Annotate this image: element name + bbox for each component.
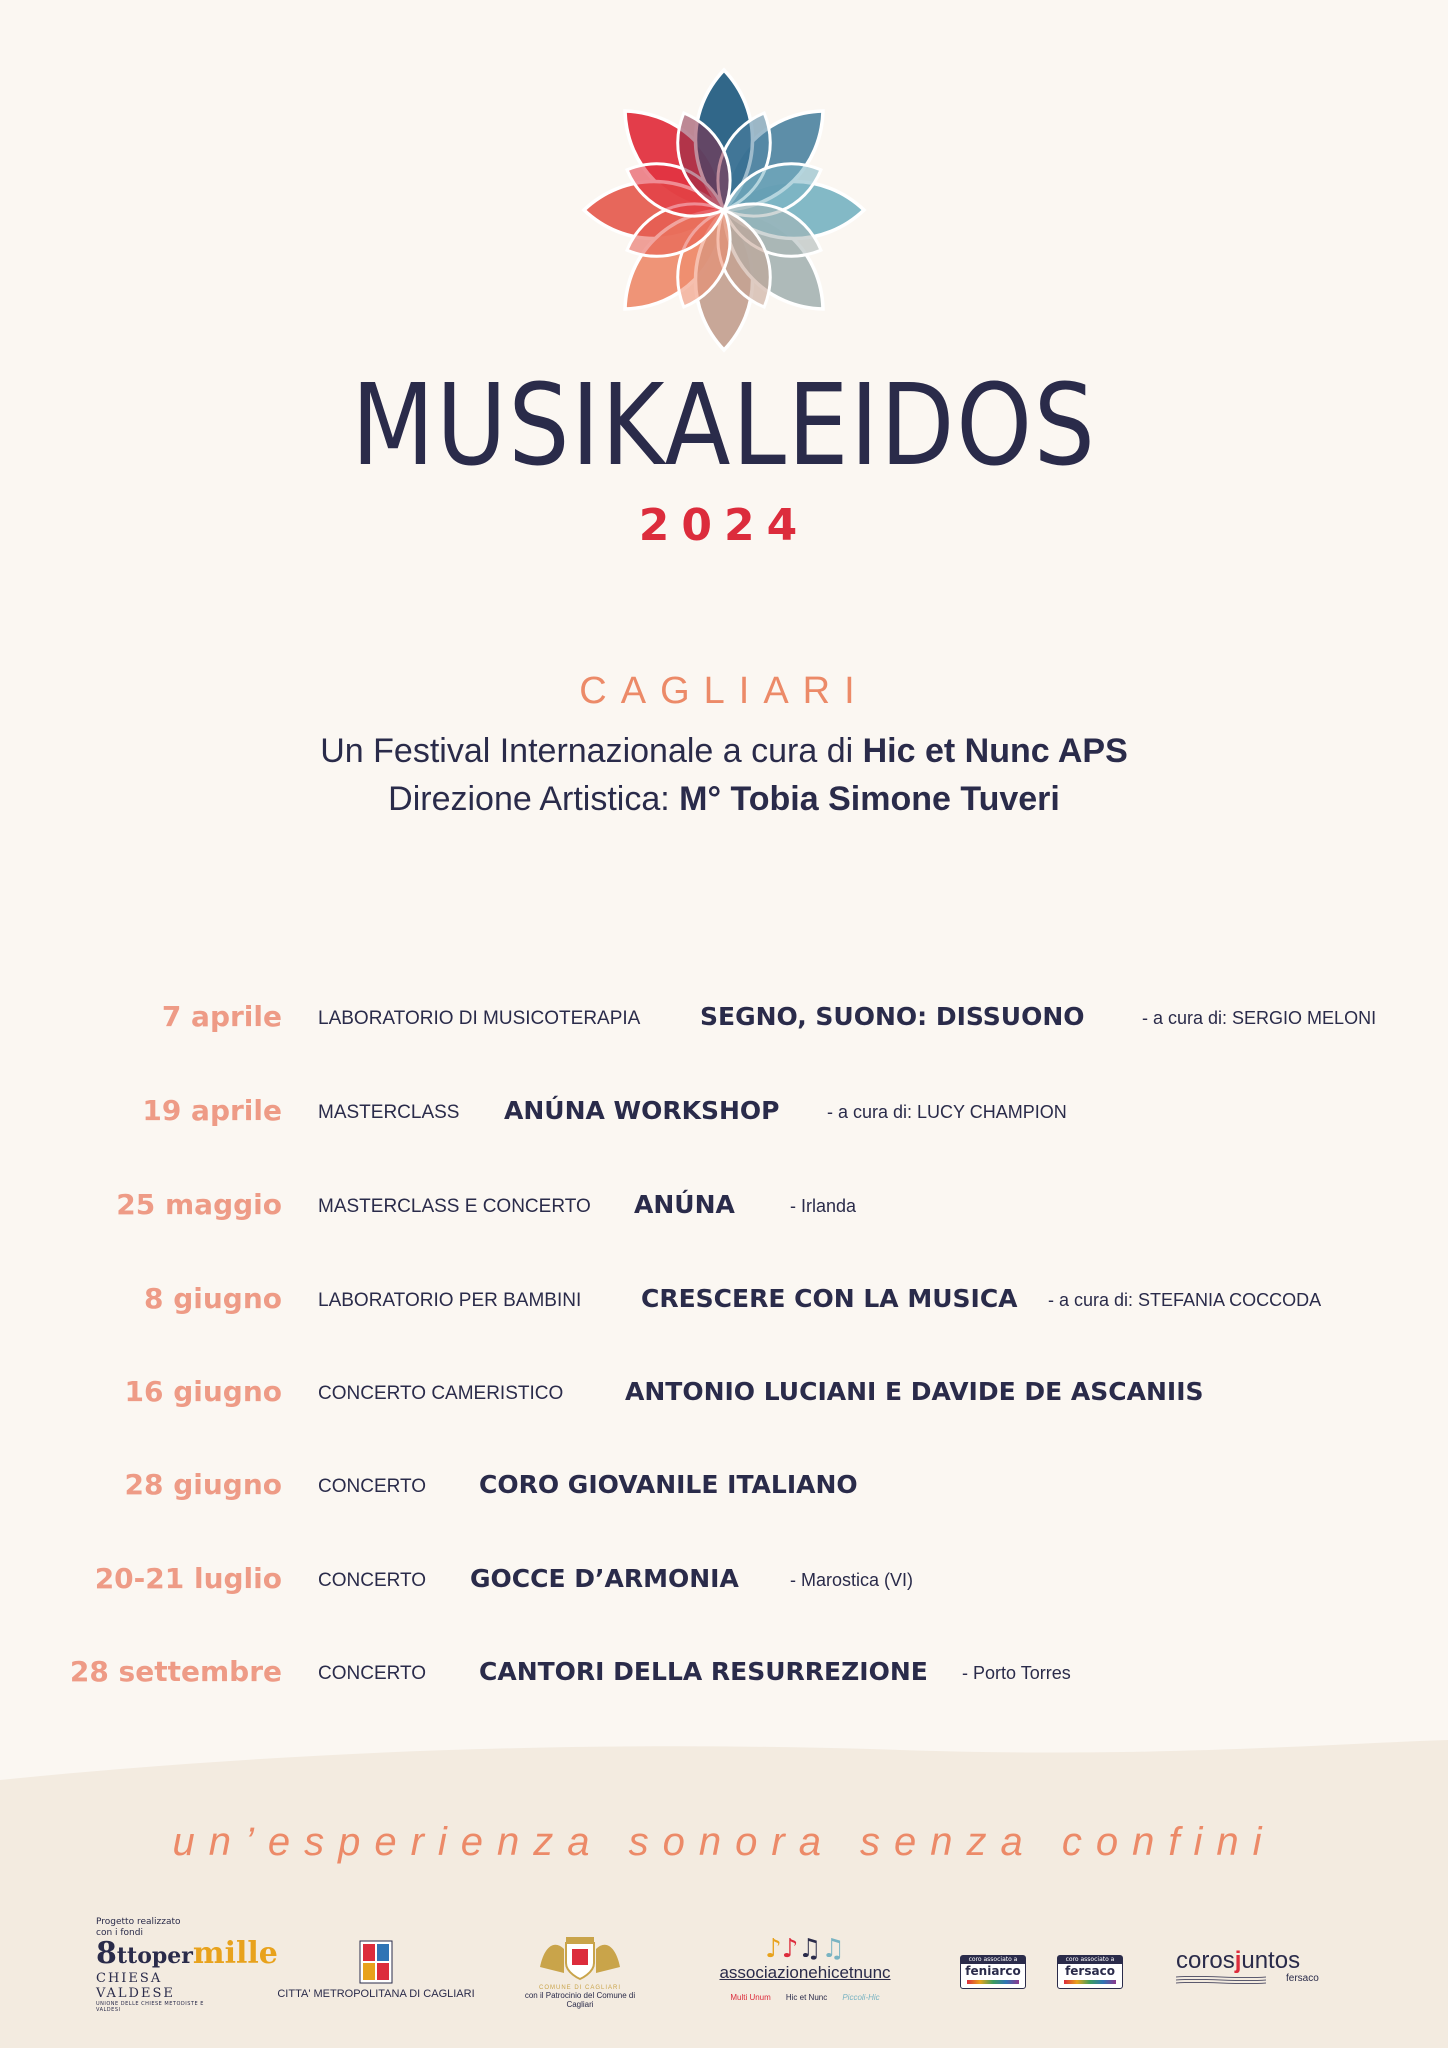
event-extra bbox=[962, 1663, 1071, 1684]
event-name: ANÚNA bbox=[634, 1190, 735, 1219]
ottopermille-per: per bbox=[151, 1943, 193, 1969]
event-name: ANTONIO LUCIANI E DAVIDE DE ASCANIIS bbox=[625, 1377, 1204, 1406]
direction-line bbox=[0, 780, 1448, 819]
event-extra-prefix: - a cura di: bbox=[1048, 1290, 1139, 1310]
event-row bbox=[0, 1094, 1448, 1144]
event-name: CORO GIOVANILE ITALIANO bbox=[479, 1470, 858, 1499]
associazione-sub bbox=[700, 1985, 910, 2004]
ottopermille-8: 8 bbox=[96, 1936, 117, 1971]
event-name: GOCCE D’ARMONIA bbox=[470, 1564, 739, 1593]
fersaco-name: fersaco bbox=[1065, 1964, 1115, 1978]
comune-label-top: COMUNE DI CAGLIARI bbox=[538, 1985, 621, 1991]
event-date: 25 maggio bbox=[116, 1188, 282, 1221]
comune-crest-icon bbox=[534, 1927, 626, 1981]
ottopermille-logo bbox=[96, 1917, 278, 2013]
event-row bbox=[0, 1375, 1448, 1425]
ottopermille-top: Progetto realizzato con i fondi bbox=[96, 1917, 181, 1938]
event-extra bbox=[790, 1570, 913, 1591]
festival-title: MUSIKALEIDOS bbox=[351, 361, 1097, 491]
event-date: 7 aprile bbox=[161, 1000, 282, 1033]
event-row bbox=[0, 1468, 1448, 1518]
corosjuntos-c: untos bbox=[1241, 1947, 1301, 1974]
event-extra-person: LUCY CHAMPION bbox=[917, 1102, 1067, 1122]
corosjuntos-logo bbox=[1176, 1947, 1319, 1985]
metropolitana-logo bbox=[276, 1940, 476, 2000]
organizer-line bbox=[0, 732, 1448, 771]
event-row bbox=[0, 1655, 1448, 1705]
metropolitana-label: CITTA' METROPOLITANA DI CAGLIARI bbox=[277, 1988, 475, 2000]
associazione-sub2: Hic et Nunc bbox=[785, 1993, 828, 2002]
associazione-sub1: Multi Unum bbox=[730, 1993, 771, 2002]
event-name: SEGNO, SUONO: DISSUONO bbox=[700, 1002, 1085, 1031]
corosjuntos-a: coros bbox=[1176, 1947, 1235, 1974]
event-category: CONCERTO bbox=[318, 1663, 427, 1684]
director-name: M° Tobia Simone Tuveri bbox=[679, 780, 1060, 818]
festival-city: CAGLIARI bbox=[579, 670, 869, 712]
feniarco-bar bbox=[967, 1980, 1019, 1984]
associazione-logo bbox=[700, 1935, 910, 2004]
feniarco-badge bbox=[960, 1955, 1026, 1989]
organizer-prefix: Un Festival Internazionale a cura di bbox=[320, 732, 863, 770]
event-extra-person: SERGIO MELONI bbox=[1232, 1008, 1377, 1028]
event-extra bbox=[1048, 1290, 1321, 1311]
event-category: LABORATORIO DI MUSICOTERAPIA bbox=[318, 1008, 641, 1029]
feniarco-name: feniarco bbox=[965, 1964, 1021, 1978]
event-row bbox=[0, 1188, 1448, 1238]
ottopermille-church: CHIESA VALDESE bbox=[96, 1971, 175, 2001]
event-category: CONCERTO CAMERISTICO bbox=[318, 1383, 564, 1404]
event-extra-prefix: - Irlanda bbox=[790, 1196, 857, 1216]
associazione-name: associazionehicetnunc bbox=[719, 1963, 891, 1982]
comune-label: con il Patrocinio del Comune di Cagliari bbox=[524, 1991, 636, 2009]
event-row bbox=[0, 1282, 1448, 1332]
ottopermille-tto: tto bbox=[116, 1943, 152, 1969]
corosjuntos-j: j bbox=[1234, 1947, 1242, 1974]
event-date: 28 settembre bbox=[69, 1655, 282, 1688]
direction-prefix: Direzione Artistica: bbox=[388, 780, 680, 818]
event-extra bbox=[790, 1196, 856, 1217]
event-date: 8 giugno bbox=[143, 1282, 282, 1315]
event-extra bbox=[827, 1102, 1067, 1123]
ottopermille-brand bbox=[96, 1936, 278, 1971]
event-extra bbox=[1142, 1008, 1376, 1029]
event-name: ANÚNA WORKSHOP bbox=[504, 1096, 780, 1125]
fersaco-top: coro associato a bbox=[1058, 1956, 1122, 1964]
event-category: LABORATORIO PER BAMBINI bbox=[318, 1290, 582, 1311]
organizer-name: Hic et Nunc APS bbox=[862, 732, 1128, 770]
fersaco-bar bbox=[1064, 1980, 1116, 1984]
event-date: 16 giugno bbox=[124, 1375, 282, 1408]
metropolitana-crest-icon bbox=[359, 1940, 393, 1984]
festival-year: 2024 bbox=[638, 500, 810, 551]
festival-logo bbox=[574, 60, 874, 360]
event-name: CRESCERE CON LA MUSICA bbox=[641, 1284, 1018, 1313]
event-extra-person: STEFANIA COCCODA bbox=[1138, 1290, 1322, 1310]
ottopermille-mille: mille bbox=[192, 1936, 278, 1971]
comune-logo bbox=[520, 1927, 640, 2009]
event-extra-prefix: - a cura di: bbox=[827, 1102, 918, 1122]
music-notes-icon: ♪♪♫♫ bbox=[765, 1934, 845, 1964]
event-row bbox=[0, 1562, 1448, 1612]
event-date: 28 giugno bbox=[124, 1468, 282, 1501]
feniarco-top: coro associato a bbox=[961, 1956, 1025, 1964]
event-extra-prefix: - Marostica (VI) bbox=[790, 1570, 914, 1590]
event-category: CONCERTO bbox=[318, 1570, 427, 1591]
associazione-sub3: Piccoli-Hic bbox=[842, 1993, 880, 2002]
event-category: CONCERTO bbox=[318, 1476, 427, 1497]
sponsor-bar bbox=[0, 1915, 1448, 2035]
corosjuntos-sub: fersaco bbox=[1286, 1973, 1319, 1984]
event-extra-prefix: - Porto Torres bbox=[962, 1663, 1071, 1683]
event-name: CANTORI DELLA RESURREZIONE bbox=[479, 1657, 928, 1686]
event-date: 19 aprile bbox=[142, 1094, 282, 1127]
event-category: MASTERCLASS bbox=[318, 1102, 460, 1123]
ottopermille-sub: UNIONE DELLE CHIESE METODISTE E VALDESI bbox=[96, 2001, 204, 2013]
corosjuntos-name bbox=[1176, 1947, 1316, 1975]
event-category: MASTERCLASS E CONCERTO bbox=[318, 1196, 591, 1217]
fersaco-badge bbox=[1057, 1955, 1123, 1989]
staff-lines-icon bbox=[1176, 1975, 1266, 1985]
tagline: un’esperienza sonora senza confini bbox=[172, 1820, 1276, 1864]
event-row bbox=[0, 1000, 1448, 1050]
event-extra-prefix: - a cura di: bbox=[1142, 1008, 1233, 1028]
event-date: 20-21 luglio bbox=[94, 1562, 282, 1595]
